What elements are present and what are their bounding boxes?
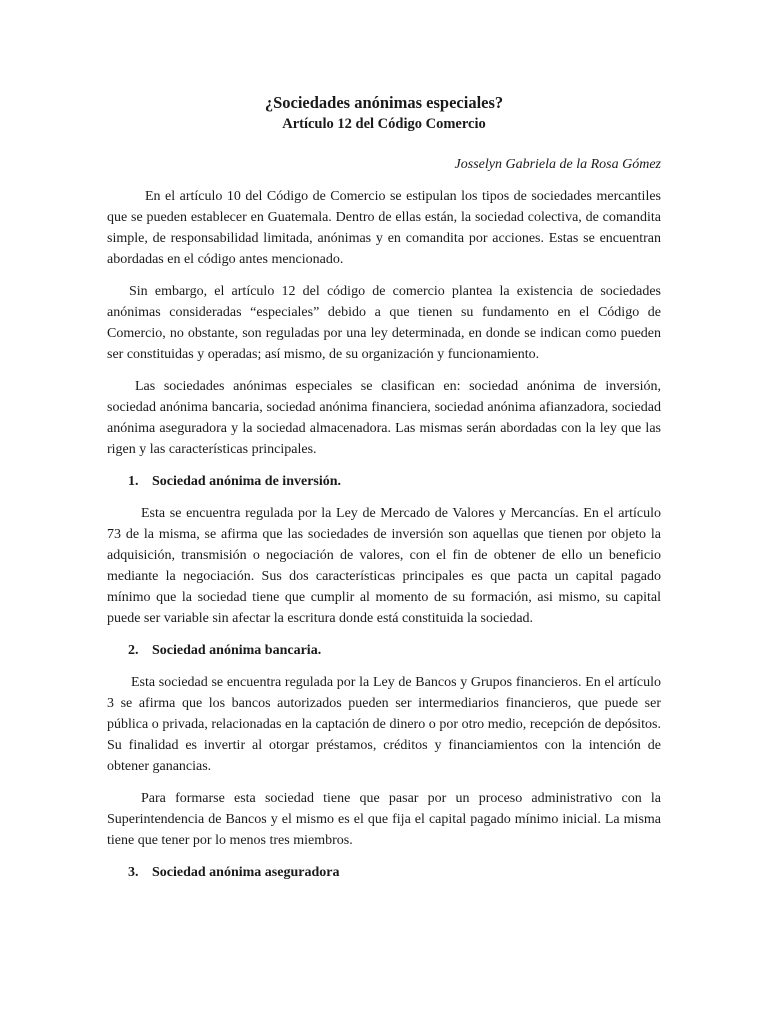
section-2-paragraph-2: Para formarse esta sociedad tiene que pasar por un proceso administrativo con la Superintendencia de Bancos y el mismo es el que fija el capital pagado mínimo inicial. La misma tiene que tener por lo menos tres miembros. <box>107 791 661 848</box>
section-number: 2. <box>128 643 139 658</box>
section-heading-2 <box>107 640 661 661</box>
section-number: 3. <box>128 865 139 880</box>
section-title: Sociedad anónima de inversión. <box>152 474 342 489</box>
section-title: Sociedad anónima aseguradora <box>152 865 340 880</box>
intro-paragraph-2: Sin embargo, el artículo 12 del código de comercio plantea la existencia de sociedades anónimas consideradas “especiales” debido a que tienen su fundamento en el Código de Comercio, no obstante, son reguladas por una ley determinada, en donde se indican como pueden ser constituidas y operadas; así mismo, de su organización y funcionamiento. <box>107 284 661 362</box>
section-heading-3 <box>107 862 661 883</box>
section-2-paragraph-1: Esta sociedad se encuentra regulada por la Ley de Bancos y Grupos financieros. En el artículo 3 se afirma que los bancos autorizados pueden ser intermediarios financieros, que puede ser pública o privada, relacionadas en la captación de dinero o por otro medio, recepción de depósitos. Su finalidad es invertir al otorgar préstamos, créditos y financiamientos con la intención de obtener ganancias. <box>107 675 661 774</box>
author-name: Josselyn Gabriela de la Rosa Gómez <box>454 157 661 172</box>
intro-paragraph-1: En el artículo 10 del Código de Comercio se estipulan los tipos de sociedades mercantiles que se pueden establecer en Guatemala. Dentro de ellas están, la sociedad colectiva, de comandita simple, de responsabilidad limitada, anónimas y en comandita por acciones. Estas se encuentran abordadas en el código antes mencionado. <box>107 189 661 267</box>
document-title: ¿Sociedades anónimas especiales? <box>264 93 504 112</box>
section-heading-1 <box>107 471 661 492</box>
intro-paragraph-3: Las sociedades anónimas especiales se clasifican en: sociedad anónima de inversión, sociedad anónima bancaria, sociedad anónima financiera, sociedad anónima afianzadora, sociedad anónima aseguradora y la sociedad almacenadora. Las mismas serán abordadas con la ley que las rigen y las características principales. <box>107 379 661 457</box>
document-subtitle: Artículo 12 del Código Comercio <box>282 116 486 132</box>
document-page <box>107 92 661 894</box>
section-1-paragraph-1: Esta se encuentra regulada por la Ley de Mercado de Valores y Mercancías. En el artículo 73 de la misma, se afirma que las sociedades de inversión son aquellas que tienen por objeto la adquisición, transmisión o negociación de valores, con el fin de obtener de ello un beneficio mediante la negociación. Sus dos características principales es que pacta un capital pagado mínimo que la sociedad tiene que cumplir al momento de su formación, asi mismo, su capital puede ser variable sin afectar la escritura donde está constituida la sociedad. <box>107 506 661 626</box>
section-number: 1. <box>128 474 139 489</box>
section-title: Sociedad anónima bancaria. <box>152 643 322 658</box>
